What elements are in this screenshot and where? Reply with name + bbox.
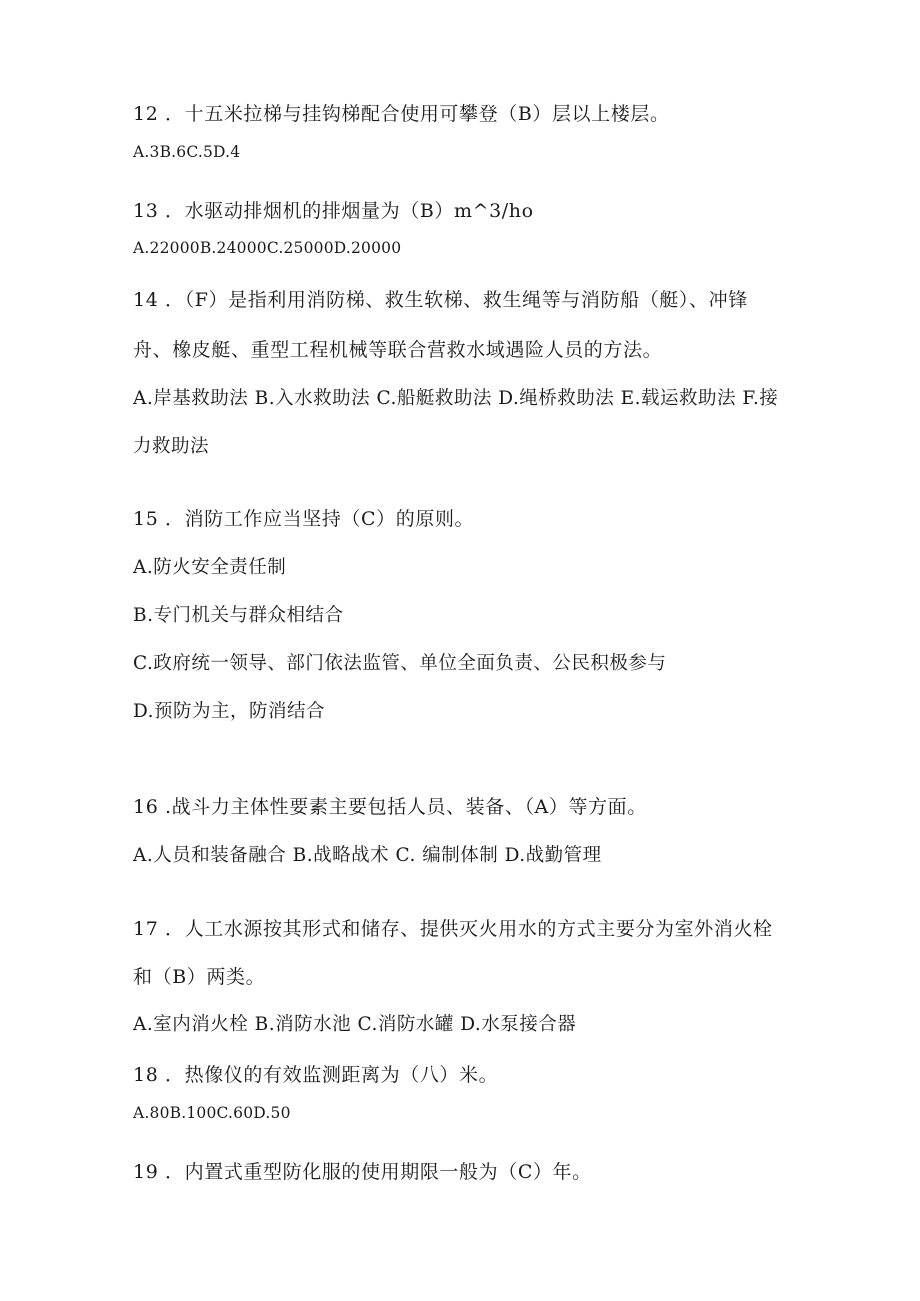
question-16: 16 .战斗力主体性要素主要包括人员、装备、（A）等方面。	[133, 796, 647, 818]
question-19: 19 ．内置式重型防化服的使用期限一般为（C）年。	[133, 1161, 592, 1183]
question-15: 15 ．消防工作应当坚持（C）的原则。	[133, 508, 475, 530]
question-17-options: A.室内消火栓 B.消防水池 C.消防水罐 D.水泵接合器	[133, 1014, 577, 1035]
question-13-options: A.22000B.24000C.25000D.20000	[133, 239, 402, 257]
question-15-option-b: B.专门机关与群众相结合	[133, 605, 344, 626]
question-14-options-line-2: 力救助法	[133, 436, 210, 457]
question-13: 13 ．水驱动排烟机的排烟量为（B）m^3∕ho	[133, 200, 534, 222]
question-18-options: A.80B.100C.60D.50	[133, 1104, 291, 1122]
question-14-line-2: 舟、橡皮艇、重型工程机械等联合营救水域遇险人员的方法。	[133, 339, 663, 361]
question-14-options-line-1: A.岸基救助法 B.入水救助法 C.船艇救助法 D.绳桥救助法 E.载运救助法 F.接	[133, 388, 779, 409]
question-15-option-c: C.政府统一领导、部门依法监管、单位全面负责、公民积极参与	[133, 653, 667, 674]
question-17-line-1: 17 ．人工水源按其形式和储存、提供灭火用水的方式主要分为室外消火栓	[133, 918, 773, 940]
question-18: 18 ．热像仪的有效监测距离为（八）米。	[133, 1064, 499, 1086]
question-15-option-a: A.防火安全责任制	[133, 557, 287, 578]
question-15-option-d: D.预防为主，防消结合	[133, 701, 326, 722]
question-14-line-1: 14 ．（F）是指利用消防梯、救生软梯、救生绳等与消防船（艇）、冲锋	[133, 289, 748, 311]
question-16-options: A.人员和装备融合 B.战略战术 C. 编制体制 D.战勤管理	[133, 845, 602, 866]
question-12-options: A.3B.6C.5D.4	[133, 143, 241, 161]
question-12: 12 ．十五米拉梯与挂钩梯配合使用可攀登（B）层以上楼层。	[133, 103, 670, 125]
question-17-line-2: 和（B）两类。	[133, 966, 266, 988]
